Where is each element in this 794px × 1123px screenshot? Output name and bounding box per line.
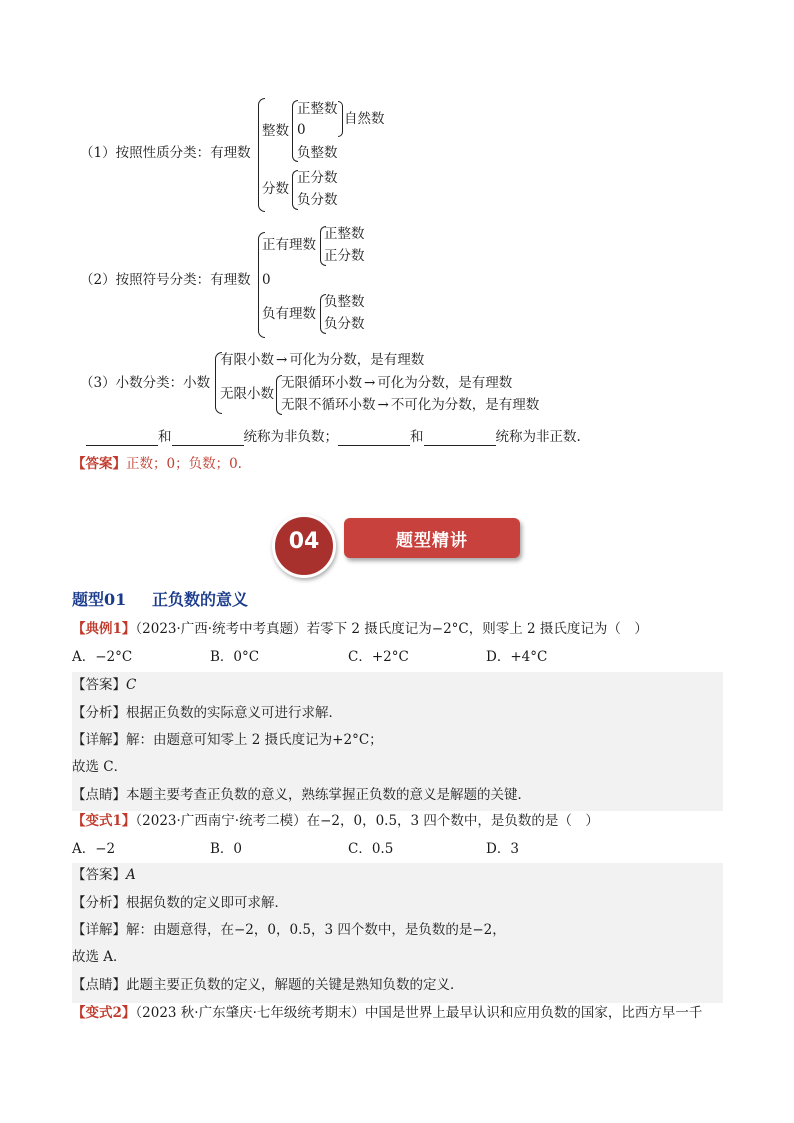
- class1-label: （1）按照性质分类：有理数: [80, 145, 251, 161]
- infinite-label: 无限小数: [220, 386, 274, 402]
- example1-option-b[interactable]: B．0°C: [210, 649, 260, 665]
- brace-right: [338, 101, 343, 137]
- variant1-answer: 【答案】A: [72, 867, 136, 883]
- example1-choose: 故选 C．: [72, 759, 128, 775]
- example1-option-d[interactable]: D．+4°C: [486, 649, 548, 665]
- variant1-option-a[interactable]: A．−2: [72, 841, 116, 857]
- neg-int: 负整数: [297, 145, 338, 161]
- pos-int2: 正整数: [324, 226, 365, 242]
- example1-option-c[interactable]: C．+2°C: [348, 649, 409, 665]
- class2-label: （2）按照符号分类：有理数: [80, 272, 251, 288]
- fill-blank-line: 和 统称为非负数； 和 统称为非正数.: [86, 428, 581, 446]
- pos-frac: 正分数: [297, 170, 338, 186]
- example1-analysis: 【分析】根据正负数的实际意义可进行求解．: [72, 705, 342, 721]
- repeating-row: 无限循环小数 → 可化为分数，是有理数: [281, 375, 513, 391]
- neg-frac: 负分数: [297, 192, 338, 208]
- zero2: 0: [262, 272, 271, 288]
- example1-detail: 【详解】解：由题意可知零上 2 摄氏度记为+2°C；: [72, 732, 383, 748]
- pos-int: 正整数: [297, 101, 338, 117]
- variant1-question: 【变式1】（2023·广西南宁·统考二模）在−2，0，0.5，3 四个数中，是负数的是（ ）: [72, 813, 599, 829]
- neg-frac2: 负分数: [324, 316, 365, 332]
- blank[interactable]: [86, 431, 158, 446]
- fraction-label: 分数: [262, 181, 289, 197]
- variant1-detail: 【详解】解：由题意得，在−2，0，0.5，3 四个数中，是负数的是−2，: [72, 922, 506, 938]
- banner-number: 04: [288, 529, 320, 554]
- variant1-analysis: 【分析】根据负数的定义即可求解．: [72, 895, 288, 911]
- nonrepeating-row: 无限不循环小数 → 不可化为分数，是有理数: [281, 397, 540, 413]
- variant1-comment: 【点睛】此题主要正负数的定义，解题的关键是熟知负数的定义．: [72, 977, 464, 993]
- example1-option-a[interactable]: A．−2°C: [72, 649, 133, 665]
- neg-int2: 负整数: [324, 294, 365, 310]
- pos-frac2: 正分数: [324, 248, 365, 264]
- blank[interactable]: [338, 431, 410, 446]
- blank[interactable]: [424, 431, 496, 446]
- zero: 0: [297, 122, 306, 138]
- integer-label: 整数: [262, 123, 289, 139]
- class3-label: （3）小数分类：小数: [80, 375, 211, 391]
- variant1-choose: 故选 A．: [72, 949, 127, 965]
- variant1-option-d[interactable]: D．3: [486, 841, 519, 857]
- pos-rational: 正有理数: [262, 237, 316, 253]
- example1-answer: 【答案】C: [72, 677, 137, 693]
- blank[interactable]: [172, 431, 244, 446]
- type01-title: 正负数的意义: [152, 590, 249, 609]
- example1-question: 【典例1】（2023·广西·统考中考真题）若零下 2 摄氏度记为−2°C，则零上 2 摄氏度记为（ ）: [72, 621, 648, 637]
- type01-code: 题型01: [72, 590, 127, 609]
- banner-title: 题型精讲: [396, 531, 468, 551]
- natural-label: 自然数: [344, 111, 385, 127]
- neg-rational: 负有理数: [262, 306, 316, 322]
- variant2-question: 【变式2】（2023 秋·广东肇庆·七年级统考期末）中国是世界上最早认识和应用负数的国家，比西方早一千: [72, 1005, 703, 1021]
- example1-comment: 【点睛】本题主要考查正负数的意义，熟练掌握正负数的意义是解题的关键．: [72, 787, 531, 803]
- variant1-option-b[interactable]: B．0: [210, 841, 243, 857]
- finite-row: 有限小数 → 可化为分数，是有理数: [220, 352, 425, 368]
- answer0: 【答案】正数；0；负数；0.: [72, 456, 242, 472]
- variant1-option-c[interactable]: C．0.5: [348, 841, 394, 857]
